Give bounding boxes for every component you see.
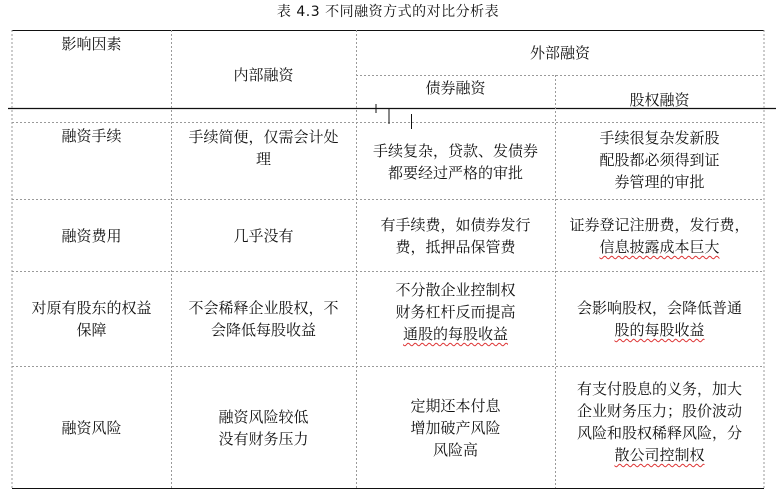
row-procedure-internal: 手续简便，仅需会计处 理 <box>188 128 339 168</box>
row-risk-internal: 融资风险较低 没有财务压力 <box>218 407 309 448</box>
header-bond: 债券融资 <box>425 79 486 97</box>
row-cost-bond: 有手续费，如债券发行 费，抵押品保管费 <box>380 216 531 256</box>
row-equity-protection-equity: 会影响股权，会降低普通 股的每股收益 <box>576 299 742 339</box>
row-procedure-bond: 手续复杂，贷款、发债券 都要经过严格的审批 <box>372 142 538 182</box>
table-caption: 表 4.3 不同融资方式的对比分析表 <box>276 4 500 20</box>
row-cost-internal: 几乎没有 <box>233 227 294 245</box>
row-risk-equity: 有支付股息的义务，加大 企业财务压力；股价波动 风险和股权稀释风险，分 散公司控制权 <box>576 380 742 464</box>
row-equity-protection-bond: 不分散企业控制权 财务杠杆反而提高 通股的每股收益 <box>395 281 516 343</box>
row-cost-factor: 融资费用 <box>61 227 122 245</box>
row-cost-equity: 证券登记注册费，发行费， 信息披露成本巨大 <box>569 216 750 256</box>
row-procedure-equity: 手续很复杂发新股 配股都必须得到证 券管理的审批 <box>599 129 720 191</box>
row-risk-bond: 定期还本付息 增加破产风险 风险高 <box>410 396 501 459</box>
header-factor: 影响因素 <box>61 35 122 53</box>
header-internal: 内部融资 <box>233 66 294 84</box>
row-risk-factor: 融资风险 <box>61 418 122 437</box>
header-equity: 股权融资 <box>629 91 690 109</box>
row-equity-protection-internal: 不会稀释企业股权，不 会降低每股收益 <box>188 299 339 339</box>
row-equity-protection-factor: 对原有股东的权益 保障 <box>31 299 152 339</box>
header-external: 外部融资 <box>529 44 590 62</box>
row-procedure-factor: 融资手续 <box>61 127 122 145</box>
text-cursor <box>411 114 412 129</box>
